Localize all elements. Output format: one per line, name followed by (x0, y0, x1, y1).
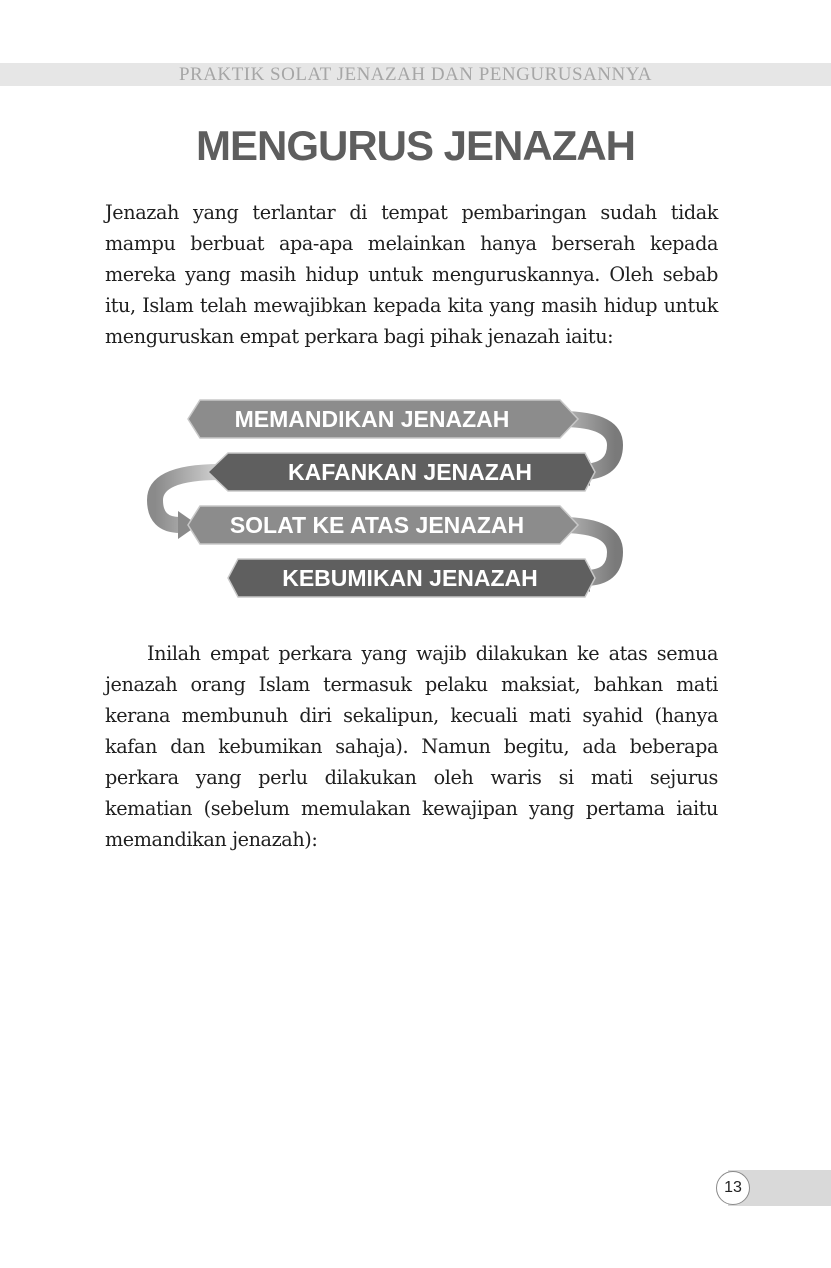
page-title: MENGURUS JENAZAH (195, 122, 636, 169)
running-header: PRAKTIK SOLAT JENAZAH DAN PENGURUSANNYA (0, 63, 831, 86)
step-kafankan (208, 453, 595, 491)
four-steps-diagram (140, 390, 640, 610)
step-solat (188, 506, 578, 544)
step-label-3: SOLAT KE ATAS JENAZAH (229, 512, 525, 538)
page-number: 13 (716, 1171, 750, 1205)
intro-paragraph: Jenazah yang terlantar di tempat pembaringan sudah tidak mampu berbuat apa-apa melainkan hanya berserah kepada mereka yang masih hidup untuk menguruskannya. Oleh sebab itu, Islam telah mewajibkan kepada kita yang masih hidup untuk menguruskan empat perkara bagi pihak jenazah iaitu: (105, 201, 718, 348)
step-label-4: KEBUMIKAN JENAZAH (282, 565, 538, 591)
step-label-1: MEMANDIKAN JENAZAH (234, 406, 510, 432)
step-label-2: KAFANKAN JENAZAH (287, 459, 533, 485)
step-kebumikan (228, 559, 595, 597)
step-memandikan (188, 400, 578, 438)
body-paragraph: Inilah empat perkara yang wajib dilakukan ke atas semua jenazah orang Islam termasuk pelaku maksiat, bahkan mati kerana membunuh diri sekalipun, kecuali mati syahid (hanya kafan dan kebumikan sahaja). Namun begitu, ada beberapa perkara yang perlu dilakukan oleh waris si mati sejurus kematian (sebelum memulakan kewajipan yang pertama iaitu memandikan jenazah): (105, 642, 718, 851)
